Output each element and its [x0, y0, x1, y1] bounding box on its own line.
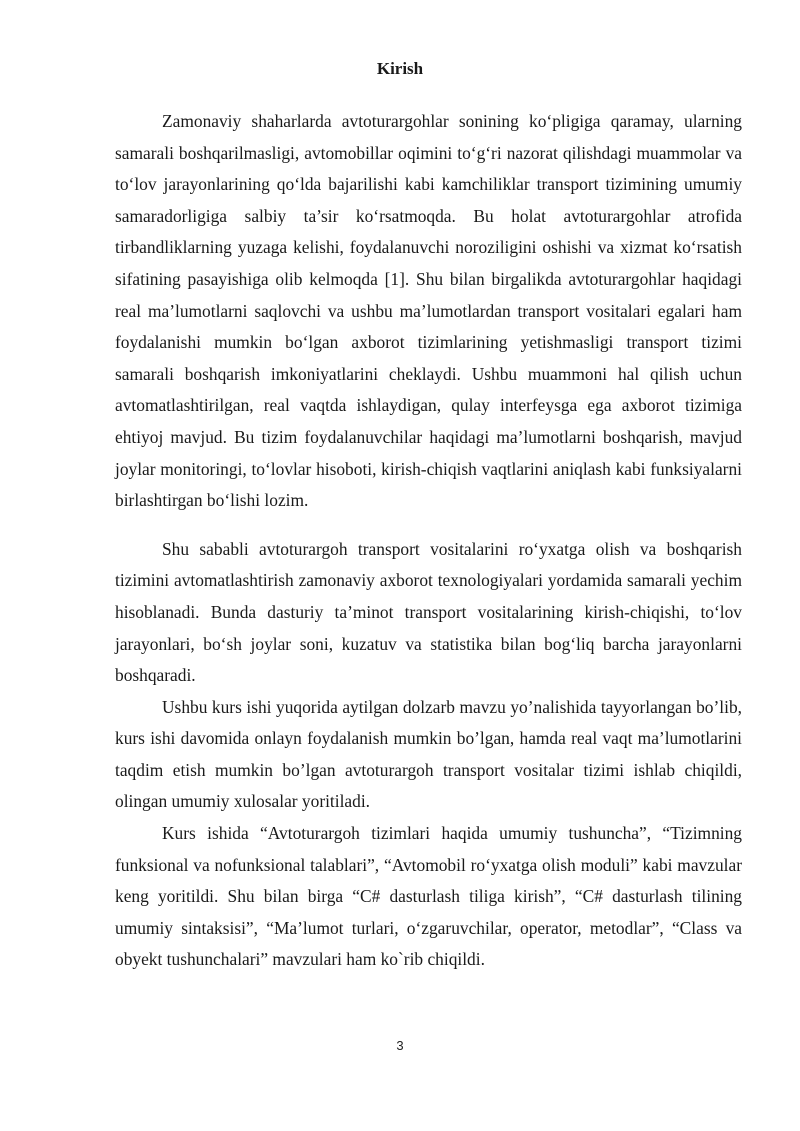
document-body	[115, 106, 742, 976]
paragraph-solution: Shu sababli avtoturargoh transport vositalarini ro‘yxatga olish va boshqarish tizimini avtomatlashtirish zamonaviy axborot texnologiyalari yordamida samarali yechim hisoblanadi. Bunda dasturiy ta’minot transport vositalarining kirish-chiqishi, to‘lov jarayonlari, bo‘sh joylar soni, kuzatuv va statistika bilan bog‘liq barcha jarayonlarni boshqaradi.	[115, 538, 742, 686]
page-title: Kirish	[376, 59, 424, 78]
paragraph-course-work: Ushbu kurs ishi yuqorida aytilgan dolzarb mavzu yo’nalishida tayyorlangan bo’lib, kurs ishi davomida onlayn foydalanish mumkin bo’lgan, hamda real vaqt ma’lumotlarini taqdim etish mumkin bo’lgan avtoturargoh transport vositalar tizimi ishlab chiqildi, olingan umumiy xulosalar yoritiladi.	[115, 696, 742, 812]
paragraph-intro: Zamonaviy shaharlarda avtoturargohlar sonining ko‘pligiga qaramay, ularning samarali boshqarilmasligi, avtomobillar oqimini to‘g‘ri nazorat qilishdagi muammolar va to‘lov jarayonlarining qo‘lda bajarilishi kabi kamchiliklar transport tizimining umumiy samaradorligiga salbiy ta’sir ko‘rsatmoqda. Bu holat avtoturargohlar atrofida tirbandliklarning yuzaga kelishi, foydalanuvchi noroziligini oshishi va xizmat ko‘rsatish sifatining pasayishiga olib kelmoqda [1]. Shu bilan birgalikda avtoturargohlar haqidagi real ma’lumotlarni saqlovchi va ushbu ma’lumotlardan transport vositalari egalari ham foydalanishi mumkin bo‘lgan axborot tizimlarining yetishmasligi transport tizimi samarali boshqarish imkoniyatlarini cheklaydi. Ushbu muammoni hal qilish uchun avtomatlashtirilgan, real vaqtda ishlaydigan, qulay interfeysga ega axborot tizimiga ehtiyoj mavjud. Bu tizim foydalanuvchilar haqidagi ma’lumotlarni boshqarish, mavjud joylar monitoringi, to‘lovlar hisoboti, kirish-chiqish vaqtlarini aniqlash kabi funksiyalarni birlashtirgan bo‘lishi lozim.	[115, 111, 742, 511]
paragraph-topics: Kurs ishida “Avtoturargoh tizimlari haqida umumiy tushuncha”, “Tizimning funksional va nofunksional talablari”, “Avtomobil ro‘yxatga olish moduli” kabi mavzular keng yoritildi. Shu bilan birga “C# dasturlash tiliga kirish”, “C# dasturlash tilining umumiy sintaksisi”, “Ma’lumot turlari, o‘zgaruvchilar, operator, metodlar”, “Class va obyekt tushunchalari” mavzulari ham ko`rib chiqildi.	[115, 823, 742, 970]
page-number: 3	[396, 1038, 404, 1053]
